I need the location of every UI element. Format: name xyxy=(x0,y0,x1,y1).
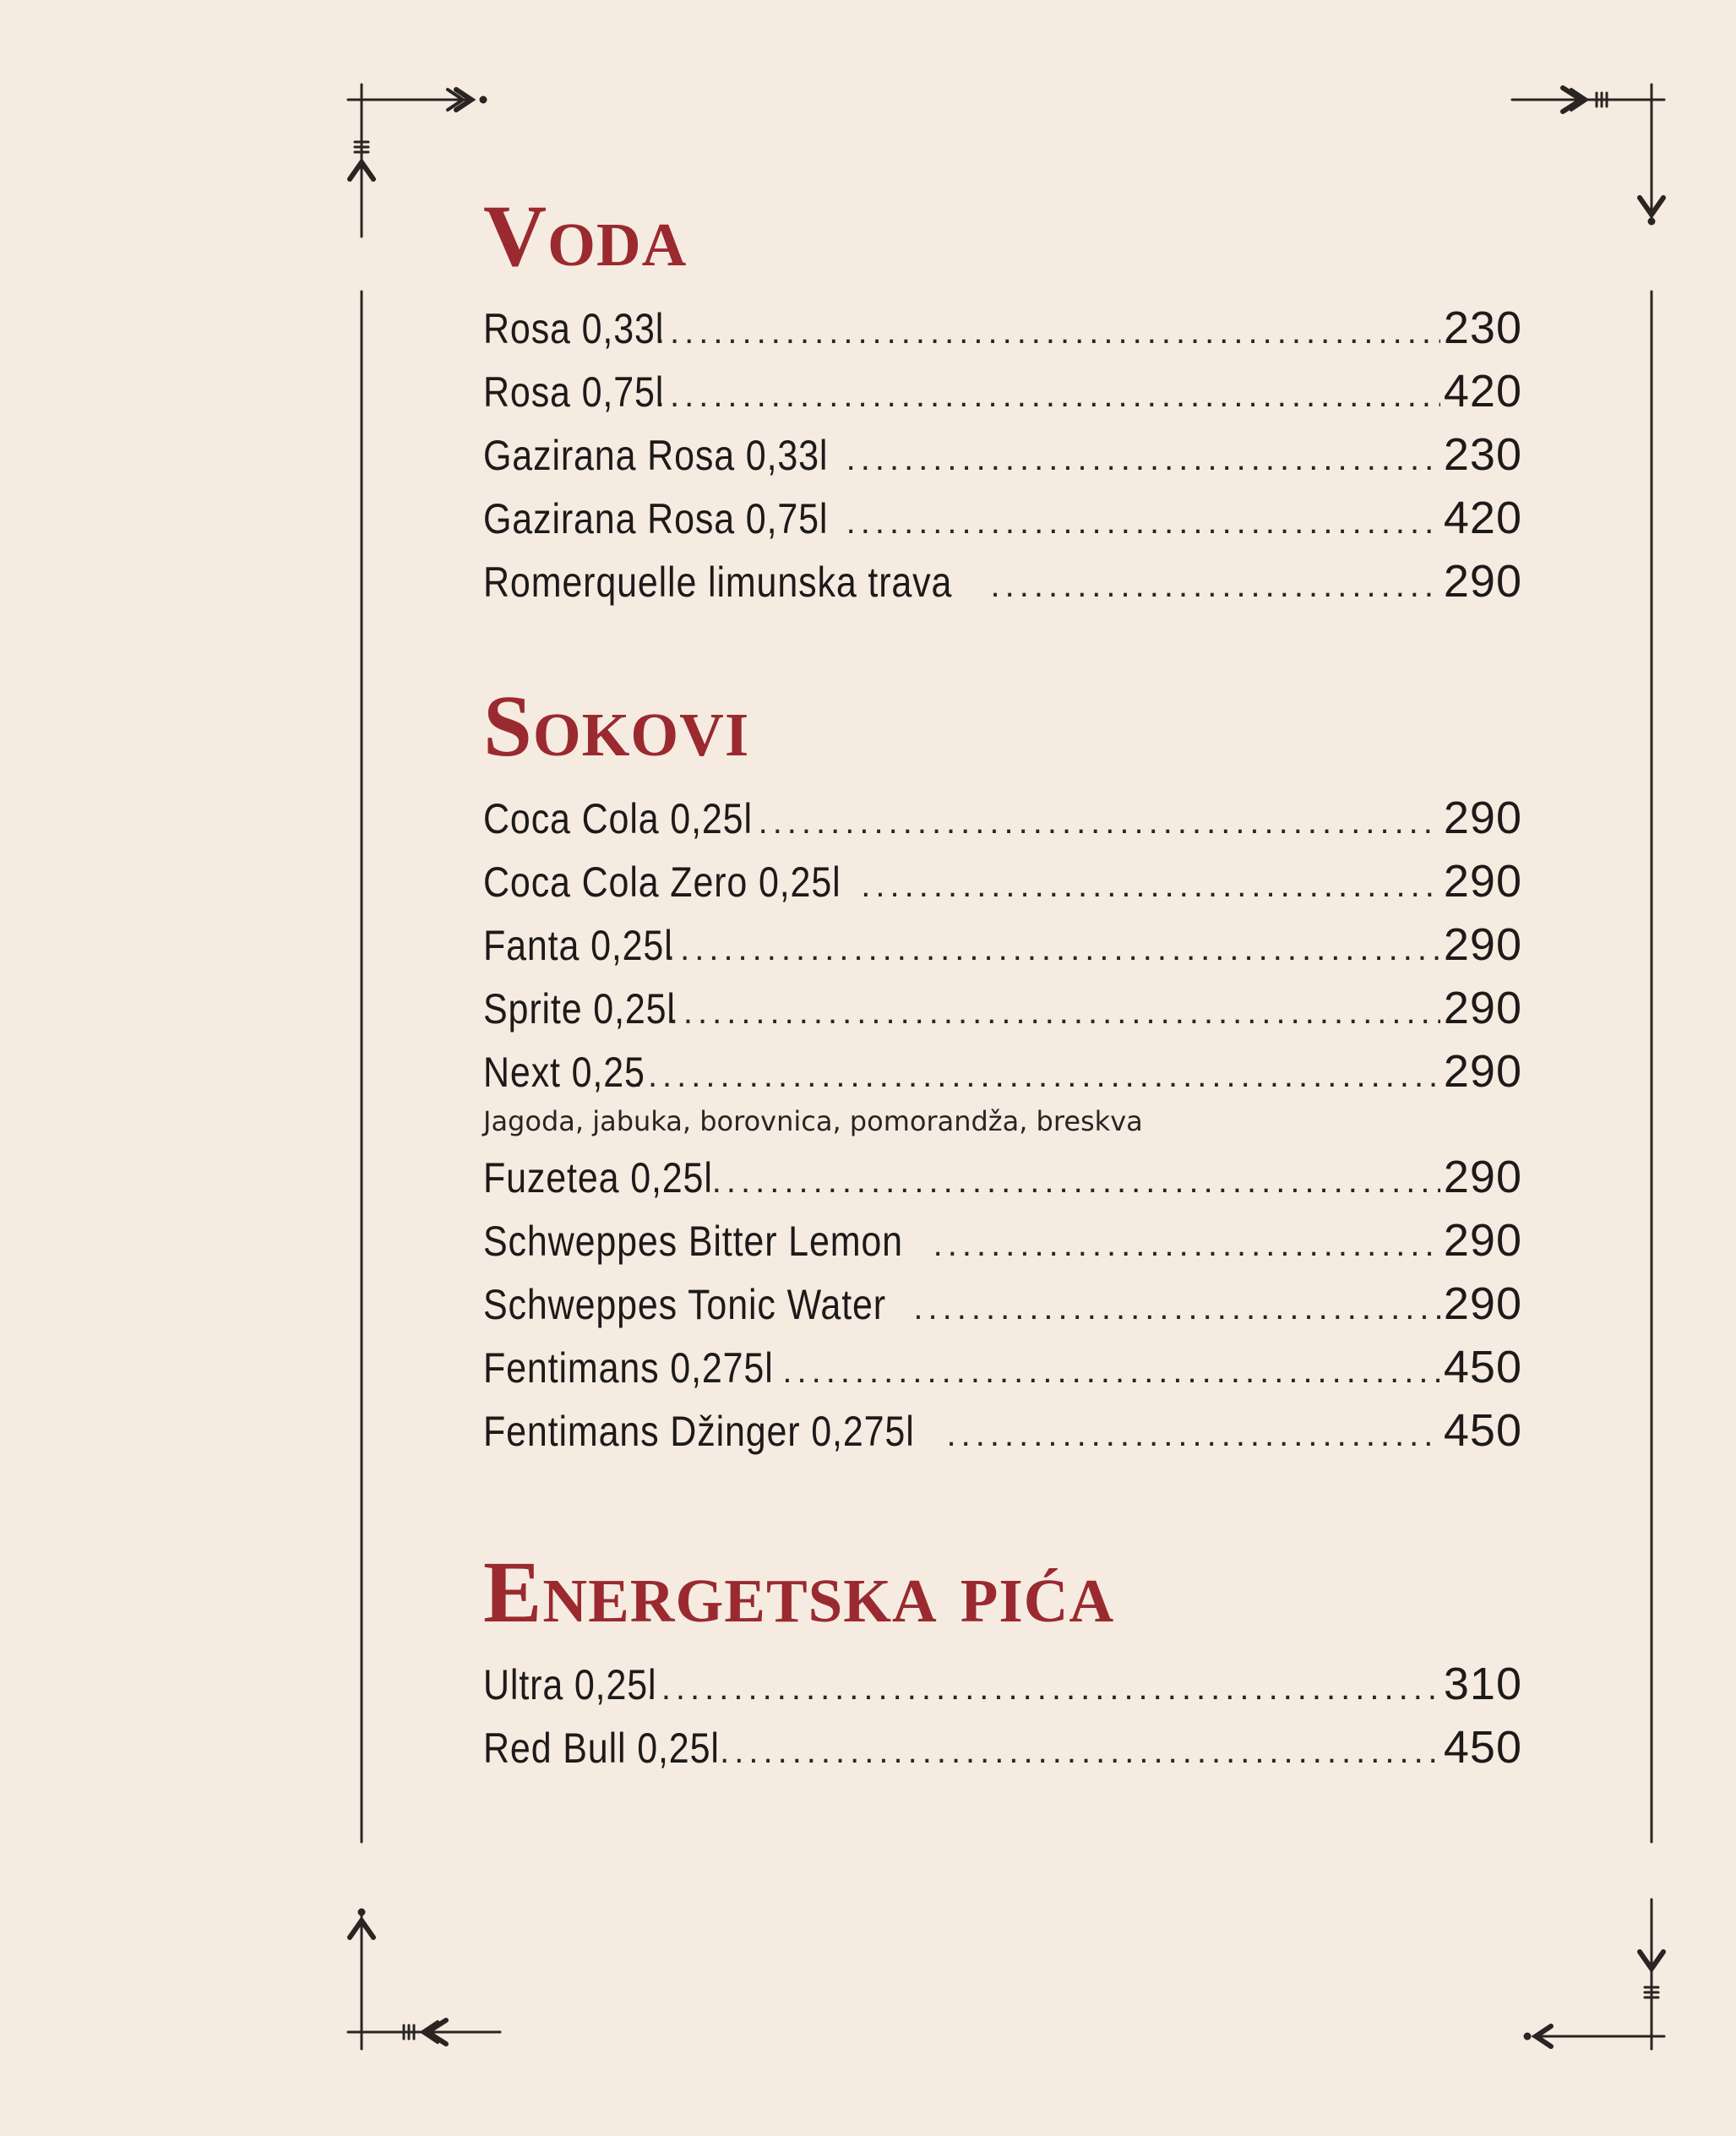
dot-leader xyxy=(634,1044,1440,1108)
item-price: 290 xyxy=(1443,983,1522,1033)
menu-item xyxy=(483,1040,1522,1103)
menu-item xyxy=(483,850,1522,913)
dot-leader xyxy=(656,301,1440,364)
item-name: Rosa 0,33l xyxy=(483,305,665,352)
dot-leader xyxy=(947,1403,1440,1467)
menu-item xyxy=(483,1209,1522,1272)
item-price: 290 xyxy=(1443,1215,1522,1266)
dot-leader xyxy=(669,981,1440,1044)
item-price: 290 xyxy=(1443,1046,1522,1097)
section-heading: Sokovi xyxy=(483,678,750,775)
item-name: Fanta 0,25l xyxy=(483,922,673,969)
menu-item xyxy=(483,423,1522,487)
menu-item xyxy=(483,1716,1522,1779)
dot-leader xyxy=(720,1720,1440,1784)
item-name: Rosa 0,75l xyxy=(483,368,665,416)
item-price: 420 xyxy=(1443,493,1522,543)
menu-item xyxy=(483,360,1522,423)
item-name: Fentimans 0,275l xyxy=(483,1344,774,1392)
bottom-right-corner-arrow-icon xyxy=(1525,1899,1664,2049)
dot-leader xyxy=(656,364,1440,428)
item-price: 290 xyxy=(1443,556,1522,607)
item-name: Coca Cola Zero 0,25l xyxy=(483,858,841,906)
top-right-corner-arrow-icon xyxy=(1512,84,1664,224)
top-left-corner-arrow-icon xyxy=(348,84,486,237)
item-name: Fuzetea 0,25l xyxy=(483,1154,713,1202)
dot-leader xyxy=(782,1340,1440,1403)
item-price: 230 xyxy=(1443,429,1522,480)
dot-leader xyxy=(913,1277,1439,1340)
item-name: Next 0,25 xyxy=(483,1049,645,1096)
dot-leader xyxy=(846,491,1440,554)
dot-leader xyxy=(933,1213,1440,1277)
menu-item xyxy=(483,1146,1522,1209)
dot-leader xyxy=(647,1657,1440,1720)
item-price: 290 xyxy=(1443,919,1522,970)
item-name: Gazirana Rosa 0,33l xyxy=(483,432,829,479)
menu-item xyxy=(483,1272,1522,1336)
item-name: Ultra 0,25l xyxy=(483,1661,657,1708)
menu-item xyxy=(483,977,1522,1040)
dot-leader xyxy=(712,1150,1440,1213)
section-sokovi xyxy=(483,680,1522,1463)
menu-item xyxy=(483,550,1522,613)
section-heading: Energetska pića xyxy=(483,1544,1115,1641)
bottom-left-corner-arrow-icon xyxy=(348,1910,500,2049)
menu-item xyxy=(483,1653,1522,1716)
menu-item xyxy=(483,787,1522,850)
menu-item xyxy=(483,1399,1522,1463)
flavor-note: Jagoda, jabuka, borovnica, pomorandža, breskva xyxy=(483,1105,1143,1137)
item-price: 450 xyxy=(1443,1342,1522,1392)
item-price: 290 xyxy=(1443,1152,1522,1202)
item-price: 310 xyxy=(1443,1659,1522,1709)
dot-leader xyxy=(991,554,1440,618)
item-price: 230 xyxy=(1443,302,1522,353)
item-name: Red Bull 0,25l xyxy=(483,1725,720,1772)
dot-leader xyxy=(666,918,1440,981)
item-name: Romerquelle limunska trava xyxy=(483,559,953,606)
menu-item xyxy=(483,1336,1522,1399)
item-price: 450 xyxy=(1443,1722,1522,1773)
menu-item xyxy=(483,913,1522,977)
item-price: 290 xyxy=(1443,793,1522,843)
item-name: Schweppes Tonic Water xyxy=(483,1281,886,1328)
item-price: 290 xyxy=(1443,1278,1522,1329)
item-name: Sprite 0,25l xyxy=(483,985,676,1033)
dot-leader xyxy=(759,791,1440,854)
item-price: 290 xyxy=(1443,856,1522,907)
section-voda xyxy=(483,190,1522,613)
section-heading: Voda xyxy=(483,188,688,285)
item-name: Coca Cola 0,25l xyxy=(483,795,753,842)
item-price: 420 xyxy=(1443,366,1522,417)
menu-item xyxy=(483,487,1522,550)
dot-leader xyxy=(846,428,1440,491)
menu-item xyxy=(483,297,1522,360)
section-energetska-pica xyxy=(483,1546,1522,1779)
dot-leader xyxy=(861,854,1440,918)
item-name: Schweppes Bitter Lemon xyxy=(483,1218,903,1265)
item-name: Fentimans Džinger 0,275l xyxy=(483,1408,915,1455)
item-price: 450 xyxy=(1443,1405,1522,1456)
item-name: Gazirana Rosa 0,75l xyxy=(483,495,829,542)
